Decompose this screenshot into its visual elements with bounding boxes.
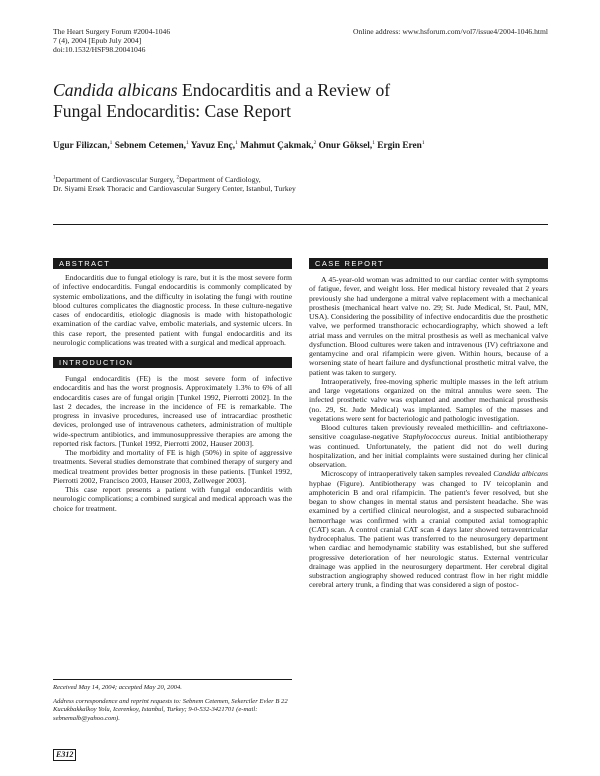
author: Yavuz Enç,: [188, 141, 236, 151]
author-sup: 1: [185, 139, 189, 146]
organism-name: Candida albicans: [493, 469, 548, 479]
title-italic: Candida albicans: [53, 80, 178, 100]
case-text: . Initial antibiotherapy was continued. Unfortunately, the patient did not do well during hospitalization, and her initial complaints were sustained during her clinical observation.: [309, 432, 548, 469]
author: Onur Göksel,: [316, 141, 373, 151]
case-report-heading: CASE REPORT: [309, 258, 548, 269]
affiliations: [53, 175, 296, 193]
author: Ergin Eren: [374, 141, 422, 151]
affil-sup: 2: [176, 175, 180, 181]
journal-line-1: The Heart Surgery Forum #2004-1046: [53, 27, 171, 36]
case-text: Blood cultures taken previously revealed methicillin- and ceftriaxone-sensitive coagulase-negative: [309, 423, 548, 442]
author-sup: 1: [109, 139, 113, 146]
case-text: hyphae (Figure). Antibiotherapy was changed to IV teicoplanin and amphotericin B and oral rifampicin. The patient's fever resolved, but she began to show changes in mental status and persistent headache. She was examined by a certified clinical neurologist, and a suspected subarachnoid hemorrhage was confirmed with a cranial computed axial tomographic (CAT) scan. A control cranial CAT scan 4 days later showed tetraventricular hydrocephalus. The patient was transferred to the neurosurgery department when cardiac and hemodynamic stability was established, but she suffered progressive deterioration of her neurologic status. External ventricular drainage was applied in the neurosurgery department. Her cerebral digital substraction angiography showed reduced contrast flow in her right middle cerebral artery trunk, a finding that was considered a sign of postoc-: [309, 478, 548, 590]
footnote: [53, 684, 292, 723]
introduction-heading: INTRODUCTION: [53, 357, 292, 368]
author-list: [53, 141, 453, 153]
case-text: Microscopy of intraoperatively taken samples revealed: [321, 469, 494, 479]
author: Mahmut Çakmak,: [237, 141, 314, 151]
page-number: E312: [53, 749, 76, 761]
case-paragraph: Intraoperatively, free-moving spheric multiple masses in the left atrium and large vegetations organized on the mitral annulus were seen. The infected prosthetic valve was explanted and another mechanical prosthesis (no. 29, St. Jude Medical) was implanted. Samples of the masses and vegetations were sent for bacteriologic and pathologic investigation.: [309, 376, 548, 423]
received-date: Received May 14, 2004; accepted May 20, 2004.: [53, 684, 182, 691]
case-paragraph: A 45-year-old woman was admitted to our cardiac center with symptoms of fatigue, fever, and weight loss. Her medical history revealed that 2 years previously she had undergone a mitral valve replacement with a mechanical prosthesis (mechanical heart valve no. 29; St. Jude Medical, St. Paul, MN, USA). Considering the possibility of infective endocarditis due the prosthetic valve, we performed transthoracic echocardiography, which showed a left atrial mass and verrules on the mitral prosthesis as well as mechanical valve dysfunction. Blood cultures were taken and intravenous (IV) ceftriaxone and gentamycine and oral rifampicin were given. Within hours, because of a worsening state of heart failure and dysfunctional prosthetic mitral valve, the patient was taken to surgery.: [309, 275, 548, 377]
author-sup: 2: [313, 139, 317, 146]
left-column: [53, 258, 292, 513]
affil-center: Dr. Siyami Ersek Thoracic and Cardiovascular Surgery Center, Istanbul, Turkey: [53, 184, 296, 194]
author-sup: 1: [421, 139, 425, 146]
journal-doi: doi:10.1532/HSF98.20041046: [53, 45, 146, 55]
author-sup: 1: [235, 139, 238, 146]
correspondence-address: Address correspondence and reprint requests to: Sebnem Cetemen, Sekerciler Evler B 22 Kucukbakkalkoy Yolu, Icerenkoy, Istanbul, Turkey; 9-0-532-3421701 (e-mail: sebnemalb@yahoo.com).: [53, 698, 288, 722]
journal-line-2: 7 (4), 2004 [Epub July 2004]: [53, 36, 142, 46]
divider: [53, 224, 548, 225]
title-line-2: Fungal Endocarditis: Case Report: [53, 101, 291, 121]
affil-1: Department of Cardiovascular Surgery,: [55, 175, 177, 184]
author: Sebnem Cetemen,: [112, 141, 186, 151]
affil-sup: 1: [53, 175, 56, 181]
right-column: [309, 258, 548, 590]
author: Ugur Filizcan,: [53, 141, 110, 151]
title-line-1: Endocarditis and a Review of: [177, 80, 391, 100]
intro-paragraph: Fungal endocarditis (FE) is the most severe form of infective endocarditis and has the worst prognosis. Approximately 1.3% to 6% of all endocarditis cases are of fungal origin [Tunkel 1992, Pierrotti 2002]. In the last 2 decades, the increase in the incidence of FE is remarkable. The progress in invasive procedures, increased use of intracardiac prosthetic devices, prolonged use of intravenous catheters, administration of multiple wide-spectrum antibiotics, and immunosuppressive therapies are among the reported risk factors. [Tunkel 1992, Pierrotti 2002, Hauser 2003].: [53, 374, 292, 448]
journal-info: [53, 27, 170, 55]
case-paragraph: [309, 423, 548, 469]
affil-2: Department of Cardiology,: [179, 175, 261, 184]
case-paragraph: [309, 469, 548, 589]
intro-paragraph: The morbidity and mortality of FE is high (50%) in spite of aggressive treatments. Several studies demonstrate that combined therapy of surgery and medical treatment provides better prognosis in these patients. [Tunkel 1992, Pierrotti 2002, Francisco 2003, Hauser 2003, Zellweger 2003].: [53, 448, 292, 485]
abstract-heading: ABSTRACT: [53, 258, 292, 269]
organism-name: Staphylococcus aureus: [402, 432, 476, 442]
intro-paragraph: This case report presents a patient with fungal endocarditis with neurologic complications; a combined surgical and medical approach was the choice for treatment.: [53, 485, 292, 513]
online-address: Online address: www.hsforum.com/vol7/issue4/2004-1046.html: [352, 27, 548, 36]
abstract-text: Endocarditis due to fungal etiology is rare, but it is the most severe form of infective endocarditis. Fungal endocarditis is commonly complicated by systemic embolizations, and the difficulty in isolating the fungi with routine blood cultures complicates the diagnostic process. In these culture-negative cases of endocarditis, etiologic diagnosis is made with histopathologic examination of the cardiac valve, embolic materials, and systemic ulcers. In this case report, the presented patient with fungal endocarditis and its neurologic complications was treated with a surgical and medical approach.: [53, 273, 292, 347]
author-sup: 1: [372, 139, 375, 146]
footnote-rule: [53, 679, 292, 680]
article-title: [53, 80, 390, 122]
